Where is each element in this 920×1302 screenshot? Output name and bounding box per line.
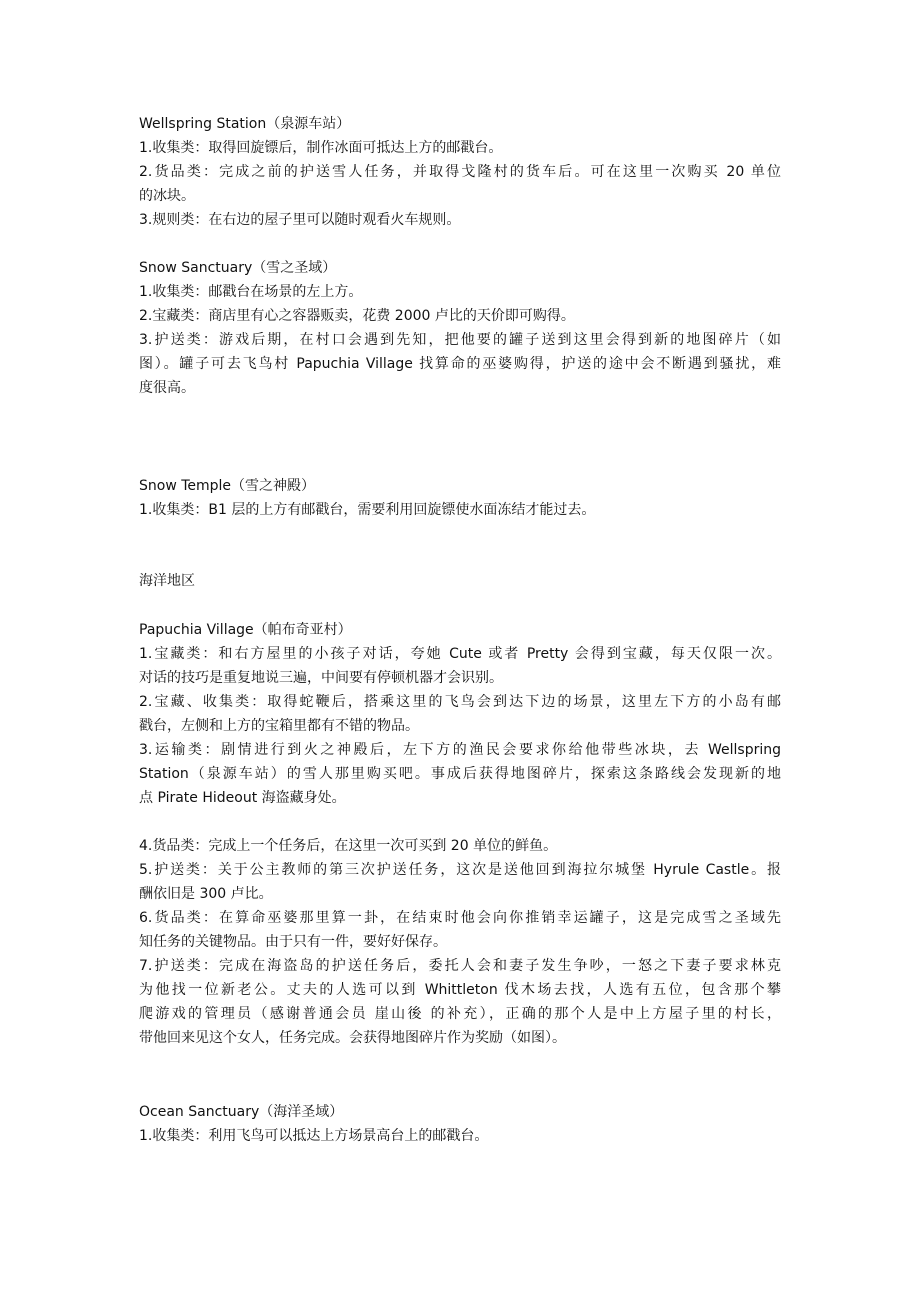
paragraph-line: 4.货品类：完成上一个任务后，在这里一次可买到 20 单位的鲜鱼。: [139, 838, 558, 854]
section-heading: Papuchia Village（帕布奇亚村）: [139, 622, 352, 638]
paragraph-line: 3.规则类：在右边的屋子里可以随时观看火车规则。: [139, 212, 461, 228]
paragraph-line: 点 Pirate Hideout 海盗藏身处。: [139, 790, 346, 806]
paragraph-line: 度很高。: [139, 380, 195, 396]
paragraph-line: 1.宝藏类：和右方屋里的小孩子对话，夸她 Cute 或者 Pretty 会得到宝藏，每天仅限一次。: [139, 646, 781, 662]
region-heading: 海洋地区: [139, 573, 195, 589]
paragraph-line: 带他回来见这个女人，任务完成。会获得地图碎片作为奖励（如图）。: [139, 1030, 566, 1046]
paragraph-line: 1.收集类：取得回旋镖后，制作冰面可抵达上方的邮戳台。: [139, 140, 503, 156]
paragraph-line: 爬游戏的管理员（感谢普通会员 崖山後 的补充），正确的那个人是中上方屋子里的村长，: [139, 1006, 781, 1022]
paragraph-line: 2.货品类：完成之前的护送雪人任务，并取得戈隆村的货车后。可在这里一次购买 20 单位: [139, 164, 781, 180]
paragraph-line: 6.货品类：在算命巫婆那里算一卦，在结束时他会向你推销幸运罐子，这是完成雪之圣域先: [139, 910, 781, 926]
paragraph-line: 3.运输类：剧情进行到火之神殿后，左下方的渔民会要求你给他带些冰块，去 Wellspring: [139, 742, 781, 758]
paragraph-line: 3.护送类：游戏后期，在村口会遇到先知，把他要的罐子送到这里会得到新的地图碎片（如: [139, 332, 781, 348]
paragraph-line: 1.收集类：B1 层的上方有邮戳台，需要利用回旋镖使水面冻结才能过去。: [139, 502, 596, 518]
paragraph-line: 1.收集类：利用飞鸟可以抵达上方场景高台上的邮戳台。: [139, 1128, 489, 1144]
paragraph-line: 为他找一位新老公。丈夫的人选可以到 Whittleton 伐木场去找，人选有五位，包含那个攀: [139, 982, 781, 998]
section-heading: Snow Temple（雪之神殿）: [139, 478, 316, 494]
paragraph-line: 的冰块。: [139, 188, 195, 204]
paragraph-line: 知任务的关键物品。由于只有一件，要好好保存。: [139, 934, 447, 950]
paragraph-line: 2.宝藏、收集类：取得蛇鞭后，搭乘这里的飞鸟会到达下边的场景，这里左下方的小岛有邮: [139, 694, 781, 710]
paragraph-line: 7.护送类：完成在海盗岛的护送任务后，委托人会和妻子发生争吵，一怒之下妻子要求林克: [139, 958, 781, 974]
section-heading: Ocean Sanctuary（海洋圣域）: [139, 1104, 344, 1120]
section-heading: Wellspring Station（泉源车站）: [139, 116, 351, 132]
paragraph-line: 对话的技巧是重复地说三遍，中间要有停顿机器才会识别。: [139, 670, 503, 686]
paragraph-line: 5.护送类：关于公主教师的第三次护送任务，这次是送他回到海拉尔城堡 Hyrule Castle。报: [139, 862, 781, 878]
paragraph-line: Station（泉源车站）的雪人那里购买吧。事成后获得地图碎片，探索这条路线会发现新的地: [139, 766, 781, 782]
section-heading: Snow Sanctuary（雪之圣域）: [139, 260, 337, 276]
paragraph-line: 2.宝藏类：商店里有心之容器贩卖，花费 2000 卢比的天价即可购得。: [139, 308, 575, 324]
paragraph-line: 1.收集类：邮戳台在场景的左上方。: [139, 284, 363, 300]
paragraph-line: 图）。罐子可去飞鸟村 Papuchia Village 找算命的巫婆购得，护送的途中会不断遇到骚扰，难: [139, 356, 781, 372]
paragraph-line: 酬依旧是 300 卢比。: [139, 886, 273, 902]
paragraph-line: 戳台，左侧和上方的宝箱里都有不错的物品。: [139, 718, 419, 734]
